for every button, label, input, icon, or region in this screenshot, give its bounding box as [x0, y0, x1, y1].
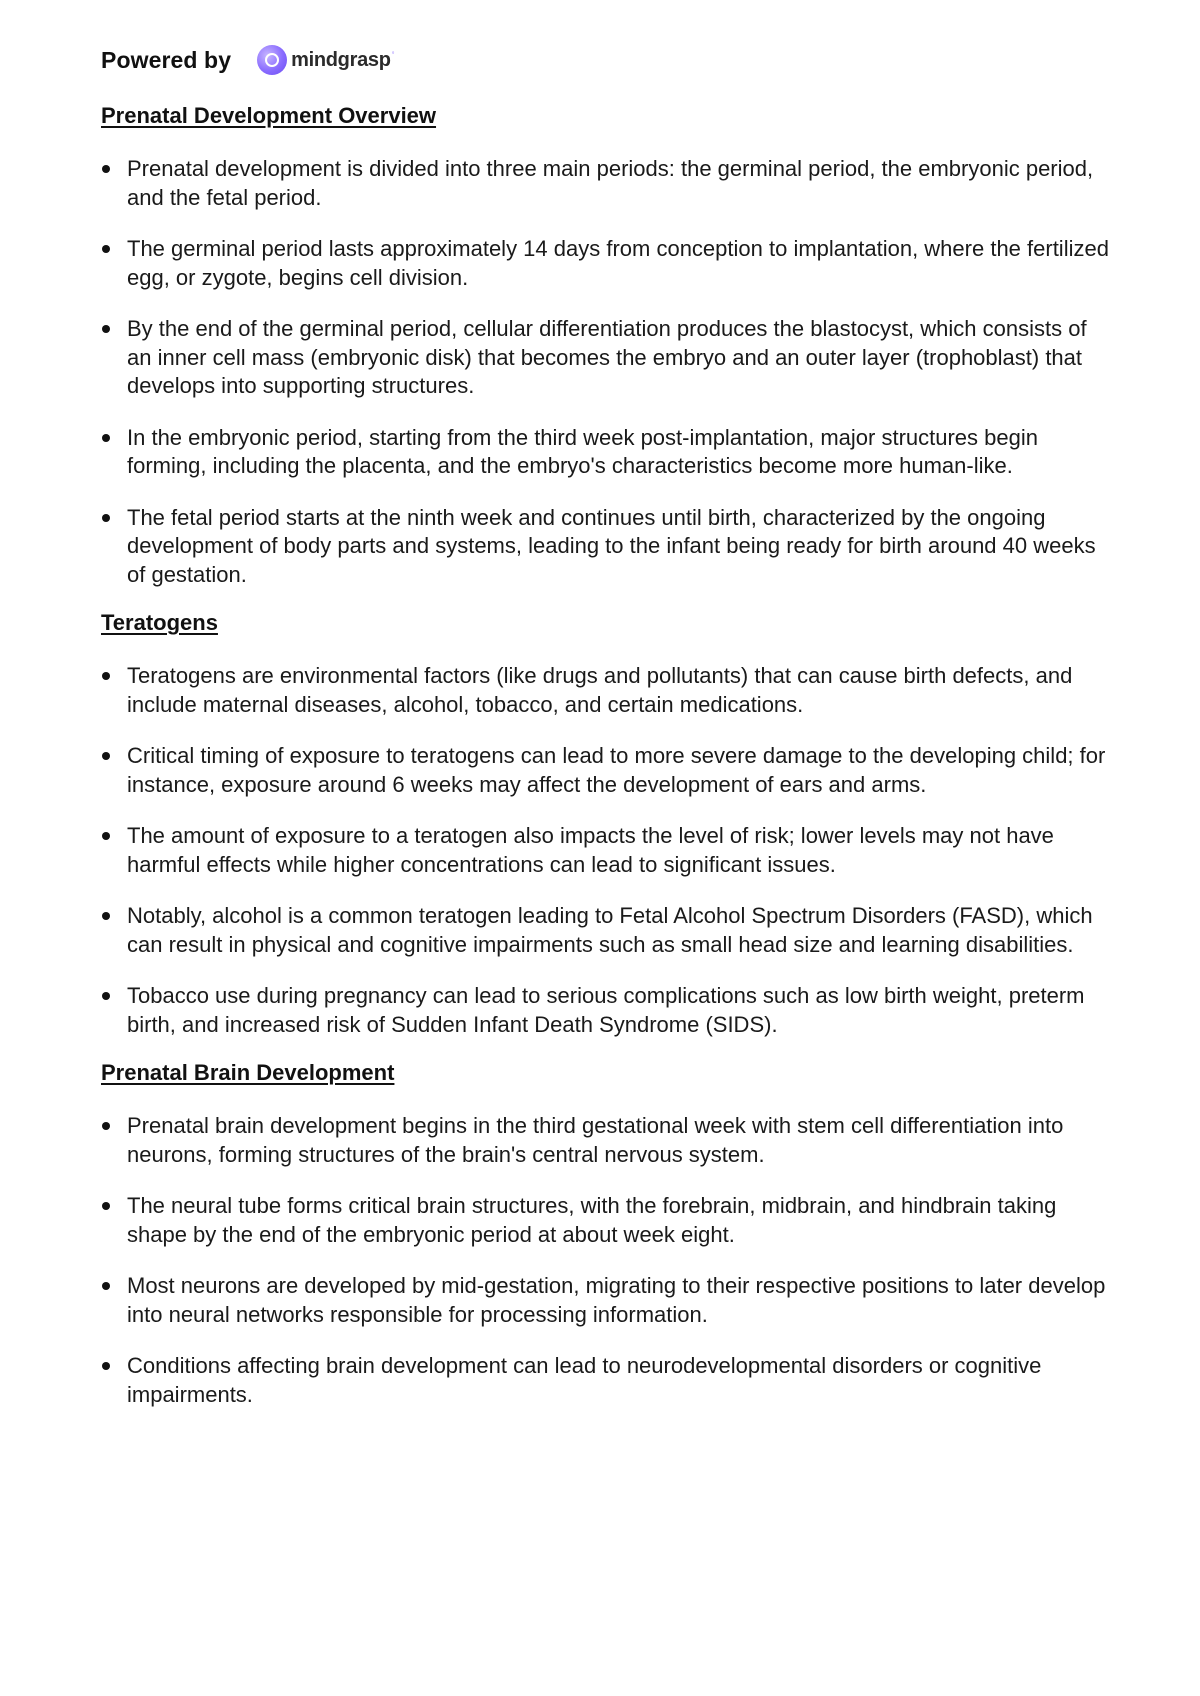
section-title: Teratogens [101, 610, 218, 635]
list-item [101, 822, 1111, 879]
logo-mark-dot: ◦ [391, 47, 395, 57]
list-item-text: Tobacco use during pregnancy can lead to serious complications such as low birth weight, preterm birth, and increased risk of Sudden Infant Death Syndrome (SIDS). [127, 983, 1085, 1037]
mindgrasp-logo-icon [257, 45, 287, 75]
bullet-icon [102, 1202, 110, 1210]
list-item [101, 155, 1111, 212]
bullet-icon [102, 992, 110, 1000]
list-item-text: The neural tube forms critical brain structures, with the forebrain, midbrain, and hindbrain taking shape by the end of the embryonic period at about week eight. [127, 1193, 1057, 1247]
list-item-text: Teratogens are environmental factors (like drugs and pollutants) that can cause birth defects, and include maternal diseases, alcohol, tobacco, and certain medications. [127, 663, 1073, 717]
bullet-list [101, 1112, 1111, 1409]
bullet-icon [102, 752, 110, 760]
bullet-icon [102, 832, 110, 840]
list-item-text: The germinal period lasts approximately 14 days from conception to implantation, where the fertilized egg, or zygote, begins cell division. [127, 236, 1109, 290]
bullet-icon [102, 514, 110, 522]
list-item [101, 742, 1111, 799]
list-item-text: Critical timing of exposure to teratogens can lead to more severe damage to the developing child; for instance, exposure around 6 weeks may affect the development of ears and arms. [127, 743, 1106, 797]
list-item-text: Conditions affecting brain development can lead to neurodevelopmental disorders or cognitive impairments. [127, 1353, 1042, 1407]
bullet-icon [102, 165, 110, 173]
list-item-text: The amount of exposure to a teratogen also impacts the level of risk; lower levels may not have harmful effects while higher concentrations can lead to significant issues. [127, 823, 1054, 877]
document-header [101, 40, 395, 80]
bullet-icon [102, 325, 110, 333]
powered-by-label: Powered by [101, 46, 232, 73]
list-item [101, 1272, 1111, 1329]
list-item-text: By the end of the germinal period, cellular differentiation produces the blastocyst, which consists of an inner cell mass (embryonic disk) that becomes the embryo and an outer layer (trophoblast) that develops into supporting structures. [127, 316, 1087, 398]
document-body [101, 100, 1111, 1409]
list-item [101, 1112, 1111, 1169]
list-item-text: In the embryonic period, starting from the third week post-implantation, major structures begin forming, including the placenta, and the embryo's characteristics become more human-like. [127, 424, 1038, 478]
bullet-list [101, 662, 1111, 1039]
list-item [101, 504, 1111, 590]
bullet-icon [102, 245, 110, 253]
bullet-icon [102, 672, 110, 680]
list-item-text: Most neurons are developed by mid-gestation, migrating to their respective positions to later develop into neural networks responsible for processing information. [127, 1273, 1106, 1327]
bullet-icon [102, 1282, 110, 1290]
section-title: Prenatal Brain Development [101, 1060, 395, 1085]
bullet-icon [102, 434, 110, 442]
bullet-icon [102, 1362, 110, 1370]
mindgrasp-logo [257, 45, 394, 75]
list-item [101, 1352, 1111, 1409]
list-item-text: Notably, alcohol is a common teratogen leading to Fetal Alcohol Spectrum Disorders (FASD), which can result in physical and cognitive impairments such as small head size and learning disabilities. [127, 903, 1093, 957]
list-item-text: Prenatal development is divided into three main periods: the germinal period, the embryonic period, and the fetal period. [127, 156, 1094, 210]
logo-text: mindgrasp [291, 48, 391, 71]
list-item-text: The fetal period starts at the ninth week and continues until birth, characterized by the ongoing development of body parts and systems, leading to the infant being ready for birth around 40 weeks of gestation. [127, 504, 1096, 587]
bullet-icon [102, 1122, 110, 1130]
section-title: Prenatal Development Overview [101, 103, 437, 128]
list-item [101, 982, 1111, 1039]
list-item [101, 662, 1111, 719]
list-item [101, 902, 1111, 959]
list-item [101, 315, 1111, 401]
bullet-icon [102, 912, 110, 920]
list-item [101, 1192, 1111, 1249]
list-item [101, 424, 1111, 481]
list-item [101, 235, 1111, 292]
list-item-text: Prenatal brain development begins in the third gestational week with stem cell differentiation into neurons, forming structures of the brain's central nervous system. [127, 1113, 1064, 1167]
bullet-list [101, 155, 1111, 589]
